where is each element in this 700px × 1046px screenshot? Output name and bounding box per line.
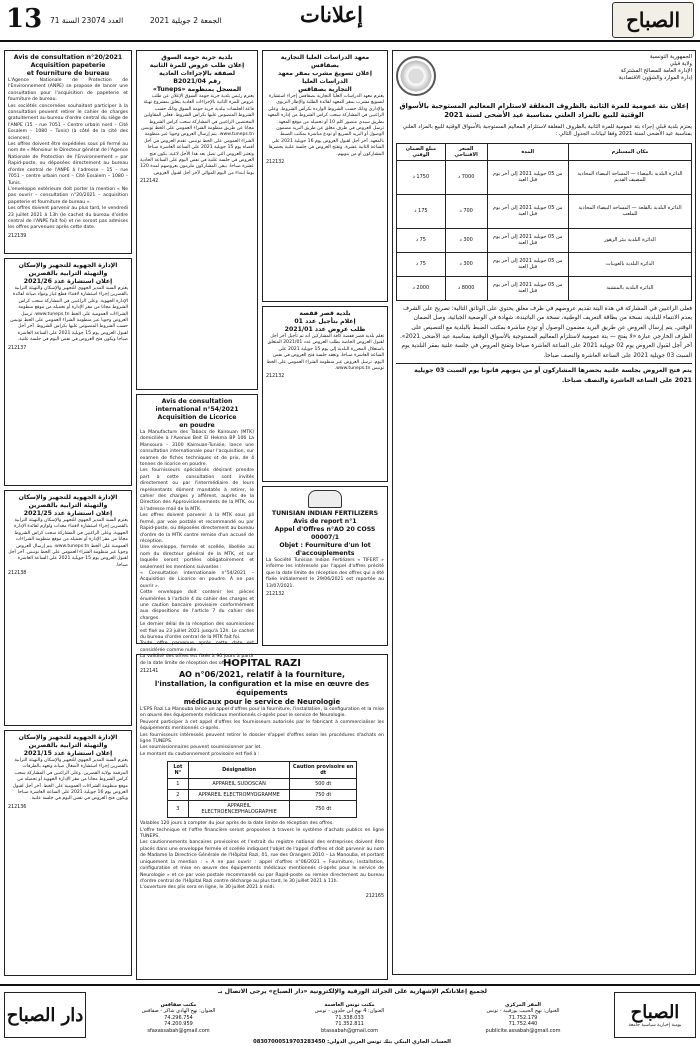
ad-paragraph: Les fournisseurs intéressés peuvent retirer le dossier d'appel d'offres selon les procédures d'achats en ligne TUNEPS. <box>140 732 384 745</box>
seal-icon <box>396 56 436 96</box>
ad-ksar-gafsa <box>262 306 388 482</box>
office-address: العنوان: نهج الهادي شاكر - صفاقس <box>141 1008 216 1015</box>
ad-title: إعلان استشارة عدد 2021/26 <box>23 278 113 285</box>
ad-title: Objet : Fourniture d'un lot d'accouplements <box>279 542 371 557</box>
razi-table <box>167 761 357 818</box>
page-number: 13 <box>6 4 43 34</box>
ad-paragraph: يتم فتح العروض بجلسة علنية يحضرها المشاركون أو من ينوبهم قانونا يوم السبت 03 جويلية 2021 على الساعة العاشرة والنصف صباحا. <box>414 367 692 385</box>
table-row <box>397 194 692 228</box>
ad-paragraph: L'ouverture des plis sera en ligne, le 30 juillet 2021 à midi. <box>140 885 276 891</box>
table-cell: 175 د <box>397 194 446 228</box>
table-cell: الدائرة البلدية بالقلعة — المساحة البيضاء المحاذية للملعب <box>568 194 691 228</box>
ad-paragraph: La Manufacture des Tabacs de Kairouan (MTK) domiciliée à l'Avenue Beit El Hekma BP 106 La Mansoura – 3100 Kairouan-Tunisie, lance une consultation internationale pour l'acquisition, sur examen de fiches techniques et de prix, de 4 tonnes de licorice en poudre. <box>140 430 254 468</box>
ad-paragraph: Les fournisseurs spécialisés désirant prendre part à cette consultation sont invités directement ou par l'intermédiaire de leurs représentants dûment mandatés à retirer, le cahier des charges y afférent, auprès de la Direction des Approvisionnements de la MTK, ou à l'adresse mail de la MTK. <box>140 468 254 512</box>
table-header: Caution provisoire en dt <box>290 762 357 779</box>
table-cell: الدائرة البلدية بالعوينات <box>568 252 691 276</box>
ad-paragraph: Cette enveloppe doit contenir les pièces énumérées à l'article 4 du cahier des charges et une caution bancaire provisoire conformément aux dispositions de l'article 7 du cahier des charges. <box>140 590 254 621</box>
ad-ref: 212141 <box>140 669 159 675</box>
table-cell: الدائرة البلدية ببئر الزهور <box>568 228 691 252</box>
ad-title: médicaux pour le service de Neurologie <box>183 698 341 706</box>
ad-title: والتهيئة الترابية بالقصرين <box>28 742 108 749</box>
ad-title: international n°54/2021 <box>155 406 239 413</box>
table-header: السعر الافتتاحي <box>445 143 487 160</box>
table-cell: 500 dt <box>290 779 357 790</box>
ad-title: إعلان طلب عروض للمرة الثانية <box>149 62 245 69</box>
ad-paragraph: L'offre technique et l'offre financière seront proposées à travers le système d'achats publics en ligne TUNEPS. <box>140 827 384 840</box>
table-cell: 3 <box>167 801 188 818</box>
ad-paragraph: Valables 120 jours à compter du jour après de la date limite de réception des offres. <box>140 821 334 827</box>
ad-paragraph: Les sociétés concernées souhaitant participer à la consultation peuvent retirer le cahier de charges gratuitement au bureau d'ordre central du siège de l'ANPE (15 – rue 7051 – Centre urbain nord – Cité Essalem – 1080 – Tunis) (à côté de la cité des sciences). <box>8 103 128 141</box>
column-left <box>4 50 132 980</box>
office-fax: 71.752.440 <box>508 1021 538 1028</box>
table-cell: من 05 جويلية 2021 إلى آخر يوم قبل العيد <box>487 276 568 300</box>
ad-paragraph: Le dernier délai de la réception des soumissions est fixé au 23 juillet 2021 jusqu'à 12h. Le cachet du bureau d'ordre central de la MTK fait foi. <box>140 622 254 640</box>
footer-bank-account: الحساب الجاري البنكي بنك تونس العربي الدولي: 08307000519703283450 <box>253 1039 451 1045</box>
footer-banner: لجميع إعلاناتكم الإشهارية على الجرائد الورقية والإلكترونية «دار الصباح» يرجى الاتصال بـ <box>218 988 487 995</box>
ad-ref: 212132 <box>266 592 285 598</box>
ad-title: Acquisition de Licorice <box>157 414 237 421</box>
ad-title: طلب عروض عدد 2021/01 <box>284 326 366 333</box>
column-center-left <box>136 50 258 675</box>
ad-title: الإدارة الجهوية للتجهيز والإسكان <box>18 494 118 501</box>
newspaper-logo: الصباح <box>612 2 694 38</box>
table-cell: 750 dt <box>290 790 357 801</box>
ad-title: Acquisition papeterie <box>30 62 106 69</box>
table-cell: من 05 جويلية 2021 إلى آخر يوم قبل العيد <box>487 228 568 252</box>
ad-hopital-razi <box>136 654 388 980</box>
ad-paragraph: تعلم بلدية قصر قفصة كافة المشاركين أنه تم تأجيل آخر أجل لقبول العروض الخاصة بطلب العروض عدد 2021/01 المتعلق باستغلال المجزرة البلدية إلى يوم 15 جويلية 2021 على الساعة العاشرة صباحا، وتعقد جلسة فتح العروض في نفس اليوم. ترسل العروض عبر منظومة الشراء العمومي على الخط تونبس www.tuneps.tn. <box>266 334 384 372</box>
ad-paragraph: « Consultation internationale n°54/2021 – Acquisition de Licorice en poudre. À ne pas ouvrir ». <box>140 570 254 589</box>
office-phone: 74.296.754 <box>164 1014 193 1021</box>
table-cell: 75 د <box>397 228 446 252</box>
ad-paragraph: Les offres doivent parvenir au plus tard, le vendredi 23 juillet 2021 à 13h (le cachet du bureau d'ordre central de l'ANPE fait foi) et ne seront pas admises les offres parvenues après cette date. <box>8 206 128 231</box>
footer-office-central <box>438 1002 608 1034</box>
ad-kasserine-15 <box>4 730 132 976</box>
ad-ref: 212132 <box>266 160 285 166</box>
ad-paragraph: L'Agence Nationale de Protection de l'Environnement (ANPE) se propose de lancer une consultation pour l'acquisition de papeterie et fourniture de bureau. <box>8 78 128 103</box>
office-title: مكتب صفاقس <box>160 1002 197 1008</box>
ad-paragraph: La Société Tunisian Indian Fertilizers « TIFERT » informe les intéressés par l'appel d'offres précité que la date limite de réception des offres qui a été fixée initialement le 29/06/2021 est reportée au 13/07/2021. <box>266 558 384 589</box>
ad-ref: 212165 <box>365 893 384 899</box>
table-row <box>167 790 356 801</box>
ad-title: رقم B2021/04 <box>173 78 221 85</box>
ad-title: إعلام بتأجيل عدد 01 <box>294 318 356 325</box>
table-header: Lot N° <box>167 762 188 779</box>
ad-title: إعلان استشارة عدد 2021/25 <box>23 510 113 517</box>
ad-title: والتهيئة الترابية بالقصرين <box>28 270 108 277</box>
ad-ref: 212139 <box>8 233 27 239</box>
table-cell: الدائرة البلدية بالبيضاء — المساحة البيضاء المحاذية للمصيف القديم <box>568 160 691 194</box>
ad-title: Avis de consultation <box>161 398 233 405</box>
ad-paragraph: Les cautionnements bancaires provisoires et l'extrait du registre national des entreprises doivent être placés dans une enveloppe fermée et scellée indiquant l'objet de l'appel d'offres et doit parvenir au nom de Madame la Directrice Générale de l'Hôpital Razi, 01, rue des Orangers 2010 – La Manouba, et portant uniquement la mention : « A ne pas ouvrir : appel d'offres n°06/2021 « Fourniture, installation, configuration et mise en œuvre des équipements médicaux mentionnés ci-après pour le service de Neurologie » et ce par voie postale recommandé ou par Rapid-poste ou remise directement au bureau d'ordre central de l'Hôpital Razi contre décharge au plus tard, le 30 juillet 2021 à 11h. <box>140 840 384 884</box>
column-right <box>392 50 696 980</box>
footer-logo-right <box>614 992 696 1038</box>
ad-paragraph: يعتزم بلدية قبلي إجراء بتة عمومية للمرة الثانية بالظروف المغلقة لاستلزام المعاليم المستوجبة بالأسواق الوقتية للبيع بالمزاد العلني بمناسبة عيد الأضحى لسنة 2021 وفقا لبيانات الجدول التالي : <box>402 124 692 138</box>
ad-kebili <box>392 50 696 975</box>
table-header: Désignation <box>188 762 289 779</box>
ad-paragraph: Les soumissionnaires peuvent soumissionner par lot. <box>140 745 262 751</box>
ad-ref: 212132 <box>266 374 285 380</box>
ad-ref: 212142 <box>140 179 159 185</box>
tifert-logo <box>308 490 342 508</box>
ad-title: TUNISIAN INDIAN FERTILIZERS <box>271 510 379 517</box>
ad-paragraph: Peuvent participer à cet appel d'offres les fournisseurs autorisés par le fabricant à commercialiser les équipements mentionnés ci-après. <box>140 719 384 732</box>
ad-ref: 212137 <box>8 345 27 351</box>
table-row <box>167 801 356 818</box>
office-phone: 71.338.033 <box>335 1014 364 1021</box>
ad-title: HOPITAL RAZI <box>223 658 301 669</box>
ad-paragraph: La validité des offres est fixée à 90 jours à partir de la date limite de réception des offres. <box>140 654 254 666</box>
table-header: المدة <box>487 143 568 160</box>
office-fax: 74.200.959 <box>164 1021 193 1028</box>
ad-paragraph: يعتزم رئيس بلدية جربة حومة السوق الإعلان عن طلب عروض للمرة الثانية بالإجراءات العادية يتعلق بمشروع تهيئة قاعة الجلسات ببلدية جربة حومة السوق وذلك حسب الشروط المنصوص عليها بكراس الشروط. فعلى المقاولين المختصين الراغبين في المشاركة سحب كراس الشروط مجانا عن طريق منظومة الشراء العمومي على الخط تونبس www.tuneps.tn. يتم إرسال العروض وجوبا عبر منظومة الشراء العمومي على الخط تونبس. تقدم العروض في أجل أقصاه يوم 15 جويلية 2021 على الساعة العاشرة صباحا وتعتبر العروض التي تصل بعد هذا الأجل لاغية. يكون فتح العروض في جلسة علنية في نفس اليوم على الساعة الحادية عشرة صباحا. يبقى المشاركون ملزمون بعروضهم لمدة 120 يوما ابتداء من اليوم الموالي لآخر أجل لقبول العروض. <box>140 94 254 176</box>
table-cell: 75 د <box>397 252 446 276</box>
page-footer <box>0 984 700 1046</box>
ad-paragraph: L'EPS Razi La Manouba lance un appel d'offres pour la fourniture, l'installation, la configuration et la mise en œuvre des équipements médicaux mentionnés ci-après pour le service de Neurologie. <box>140 707 384 719</box>
ad-ihec-sfax <box>262 50 388 302</box>
ad-ref: 212138 <box>8 571 27 577</box>
org-line: إدارة الموارد والشؤون الاقتصادية <box>618 75 692 81</box>
table-cell: 2 <box>167 790 188 801</box>
kebili-table <box>396 143 692 301</box>
column-center-right <box>262 50 388 650</box>
issue-number: العدد 23074 السنة 71 <box>50 16 124 25</box>
table-cell: 1 <box>167 779 188 790</box>
footer-logo-left: دار الصباح <box>4 992 86 1038</box>
issue-date: الجمعة 2 جويلية 2021 <box>150 16 222 25</box>
divider <box>396 363 692 364</box>
table-header: مكان المستلزم <box>568 143 691 160</box>
footer-office-sfax <box>96 1002 261 1034</box>
ad-paragraph: Le montant du cautionnement provisoire est fixé à : <box>140 751 260 757</box>
table-cell: من 05 جويلية 2021 إلى آخر يوم قبل العيد <box>487 160 568 194</box>
ad-title: Appel d'Offres n°AO 20 COSS 00007/1 <box>274 526 376 541</box>
office-address: العنوان: 4 نهج ابن خلدون - تونس <box>314 1008 385 1015</box>
ad-paragraph: يعتزم السيد المدير الجهوي للتجهيز والإسكان والتهيئة الترابية بالقصرين إجراء استشارة لاقتناء قطع غيار ومواد صيانة لفائدة الإدارة الجهوية. وعلى الراغبين في المشاركة سحب كراس الشروط مجانا من مقر الإدارة أو تحميله من موقع منظومة الشراءات العمومية على الخط www.tuneps.tn. ترسل العروض وجوبا عبر منظومة الشراء العمومي على الخط تونبس حسب الشروط المنصوص عليها بكراس الشروط. آخر أجل لقبول العروض يوم 15 جويلية 2021 على الساعة العاشرة صباحا ويكون فتح العروض في نفس اليوم في جلسة علنية. <box>10 286 128 343</box>
ad-title: إعلان بتة عمومية للمرة الثانية بالظروف المغلقة لاستلزام المعاليم المستوجبة بالأسواق الوقتية للبيع بالمزاد العلني بمناسبة عيد الأضحى لسنة 2021 <box>399 102 689 119</box>
ad-title: لصفقة بالإجراءات العادية <box>158 70 236 77</box>
table-cell: 1750 د <box>397 160 446 194</box>
table-header: مبلغ الضمان الوقتي <box>397 143 446 160</box>
table-cell: 700 د <box>445 194 487 228</box>
office-email: publicite.assabah@gmail.com <box>485 1027 561 1034</box>
ad-kasserine-26 <box>4 258 132 486</box>
table-row <box>397 252 692 276</box>
ad-paragraph: Les offres doivent être expédiées sous pli fermé au nom de « Monsieur le Directeur général de l'Agence Nationale de Protection de l'Environnement » par Rapid-poste, ou déposées directement au bureau d'ordre central de l'ANPE à l'adresse – 15 – rue 7051 – centre urbain nord – Cité Essalem – 1080 – Tunis. <box>8 142 128 186</box>
ad-ref: 212136 <box>8 804 27 810</box>
table-row <box>397 228 692 252</box>
table-cell: من 05 جويلية 2021 إلى آخر يوم قبل العيد <box>487 194 568 228</box>
ad-anpe <box>4 50 132 254</box>
ad-title: معهد الدراسات العليا التجارية بصفاقس <box>280 54 370 69</box>
ad-paragraph: Les offres doivent parvenir à la MTK sous pli fermé, par voie postale et recommandé ou par Rapid-poste, ou déposées directement au bureau d'ordre de la MTK contre remise d'un accusé de réception. <box>140 513 254 544</box>
table-cell: 300 د <box>445 228 487 252</box>
table-cell: APPAREIL ELECTROMYOGRAMME <box>188 790 289 801</box>
ad-title: والتهيئة الترابية بالقصرين <box>28 502 108 509</box>
ad-title: AO n°06/2021, relatif à la fourniture, <box>178 670 346 679</box>
ad-title: الإدارة الجهوية للتجهيز والإسكان <box>18 734 118 741</box>
table-cell: من 05 جويلية 2021 إلى آخر يوم قبل العيد <box>487 252 568 276</box>
table-cell: APPAREIL SUDOSCAN <box>188 779 289 790</box>
ad-paragraph: L'enveloppe extérieure doit porter la mention « Ne pas ouvrir – consultation n°20/2021 – acquisition papeterie et fourniture de bureau ». <box>8 186 128 205</box>
ad-paragraph: Toute offre parvenue après cette date est considérée comme nulle. <box>140 641 254 653</box>
ad-paragraph: يعتزم معهد الدراسات العليا التجارية بصفاقس إجراء استشارة لتسويغ مشرب بمقر المعهد لفائدة الطلبة والإطار التربوي والإداري وذلك حسب الشروط الواردة بكراس الشروط. وعلى الراغبين في المشاركة سحب كراس الشروط من إدارة المعهد بطريق سيدي منصور كلم 10 أو تحميله من موقع المعهد. ترسل العروض في ظرف مغلق عن طريق البريد مضمون الوصول أو البريد السريع أو تودع مباشرة بمكتب الضبط بالمعهد. آخر أجل لقبول العروض يوم 16 جويلية 2021 على الساعة الثانية عشرة. وتفتح العروض في جلسة علنية يحضرها المشاركون أو من ينوبهم. <box>267 94 384 157</box>
ad-title: المسجل بمنظومة «Tuneps» <box>152 86 242 93</box>
ad-title: التجارية بصفاقس <box>298 86 352 93</box>
ad-title: l'installation, la configuration et la mise en œuvre des équipements <box>154 680 370 697</box>
ad-djerba <box>136 50 258 390</box>
table-cell: 300 د <box>445 252 487 276</box>
ad-title: بلدية قصر قفصة <box>299 310 351 317</box>
logo-slogan: يومية إخبارية سياسية جامعة <box>628 1023 682 1028</box>
office-title: مكتب تونس العاصمة <box>324 1002 375 1008</box>
ad-title: Avis de consultation n°20/2021 <box>13 54 123 61</box>
page-header <box>0 0 700 42</box>
office-fax: 71.352.811 <box>335 1021 364 1028</box>
office-email: sfaxassabah@gmail.com <box>147 1027 210 1034</box>
section-title: إعلانات <box>300 2 363 27</box>
ad-title: إعلان تسويغ مشرب بمقر معهد الدراسات العليا <box>278 70 372 85</box>
office-email: btassabah@gmail.com <box>320 1027 379 1034</box>
table-cell: 750 dt <box>290 801 357 818</box>
ad-title: et fourniture de bureau <box>26 70 110 77</box>
org-line: الجمهورية التونسية <box>649 54 692 60</box>
org-line: الإدارة العامة للمصالح المشتركة <box>620 68 692 74</box>
table-cell: 8000 د <box>445 276 487 300</box>
footer-office-tunis <box>267 1002 432 1034</box>
ad-paragraph: يعتزم السيد المدير الجهوي للتجهيز والإسكان والتهيئة الترابية بالقصرين إجراء استشارة لأشغال صيانة وتعهد بالطرقات المرقمة بولاية القصرين. وعلى الراغبين في المشاركة سحب كراس الشروط مجانا من مقر الإدارة الجهوية أو تحميله من موقع منظومة الشراءات العمومية على الخط. آخر أجل لقبول العروض يوم 16 جويلية 2021 على الساعة العاشرة صباحا ويكون فتح العروض في نفس اليوم في جلسة علنية. <box>12 758 128 802</box>
office-phone: 71.752.179 <box>508 1014 538 1021</box>
ad-paragraph: Une enveloppe, fermée et scellée, libellée au nom du directeur général de la MTK, et sur laquelle seront portées obligatoirement et seulement les mentions suivantes : <box>140 545 254 570</box>
table-row <box>397 160 692 194</box>
ad-tifert <box>262 486 388 646</box>
office-title: المقر المركزي <box>504 1002 542 1008</box>
ad-kasserine-25 <box>4 490 132 726</box>
ad-title: بلدية جربة حومة السوق <box>161 54 233 61</box>
ad-title: en poudre <box>179 422 215 429</box>
ad-title: إعلان استشارة عدد 2021/15 <box>23 750 113 757</box>
table-row <box>167 779 356 790</box>
table-row <box>397 276 692 300</box>
table-cell: الدائرة البلدية بالمنشية <box>568 276 691 300</box>
org-line: ولاية قبلي <box>669 61 692 67</box>
ad-paragraph: فعلى الراغبين في المشاركة في هذه البتة تقديم عروضهم في ظرف مغلق يحتوي على الوثائق التالية: تصريح على الشرف بعدم الانتماء للبلدية، نسخة من بطاقة التعريف الوطنية، نسخة من الباتيندة، شهادة في الوضعية الجبائية، وصل الضمان الوقتي. يتم إرسال العروض عن طريق البريد مضمون الوصول أو تودع مباشرة بمكتب الضبط بالبلدية مع التنصيص على الظرف الخارجي عبارة «لا يفتح — بتة عمومية لاستلزام المعاليم المستوجبة بالأسواق الوقتية بمناسبة عيد الأضحى 2021». آخر أجل لقبول العروض يوم 02 جويلية 2021 على الساعة العاشرة صباحا وتفتح العروض في جلسة علنية بمقر البلدية يوم السبت 03 جويلية 2021 على الساعة العاشرة والنصف صباحا. <box>399 305 692 359</box>
table-cell: 7000 د <box>445 160 487 194</box>
ad-title: Avis de report n°1 <box>293 518 357 525</box>
ad-mtk <box>136 394 258 675</box>
table-cell: 2000 د <box>397 276 446 300</box>
ad-paragraph: يعتزم السيد المدير الجهوي للتجهيز والإسكان والتهيئة الترابية بالقصرين إجراء استشارة لاقتناء معدات ولوازم لفائدة الإدارة الجهوية. وعلى الراغبين في المشاركة سحب كراس الشروط مجانا من مقر الإدارة أو تحميله من موقع منظومة الشراءات العمومية على الخط www.tuneps.tn. يتم إرسال العروض وجوبا عبر منظومة الشراء العمومي على الخط تونبس. آخر أجل لقبول العروض يوم 15 جويلية 2021 على الساعة العاشرة صباحا. <box>8 518 128 568</box>
table-cell: APPAREIL ELECTROENCEPHALOGRAPHIE <box>188 801 289 818</box>
ad-title: الإدارة الجهوية للتجهيز والإسكان <box>18 262 118 269</box>
office-address: العنوان: نهج الحبيب بورقيبة - تونس <box>486 1008 560 1015</box>
logo-text: الصباح <box>630 1002 680 1023</box>
